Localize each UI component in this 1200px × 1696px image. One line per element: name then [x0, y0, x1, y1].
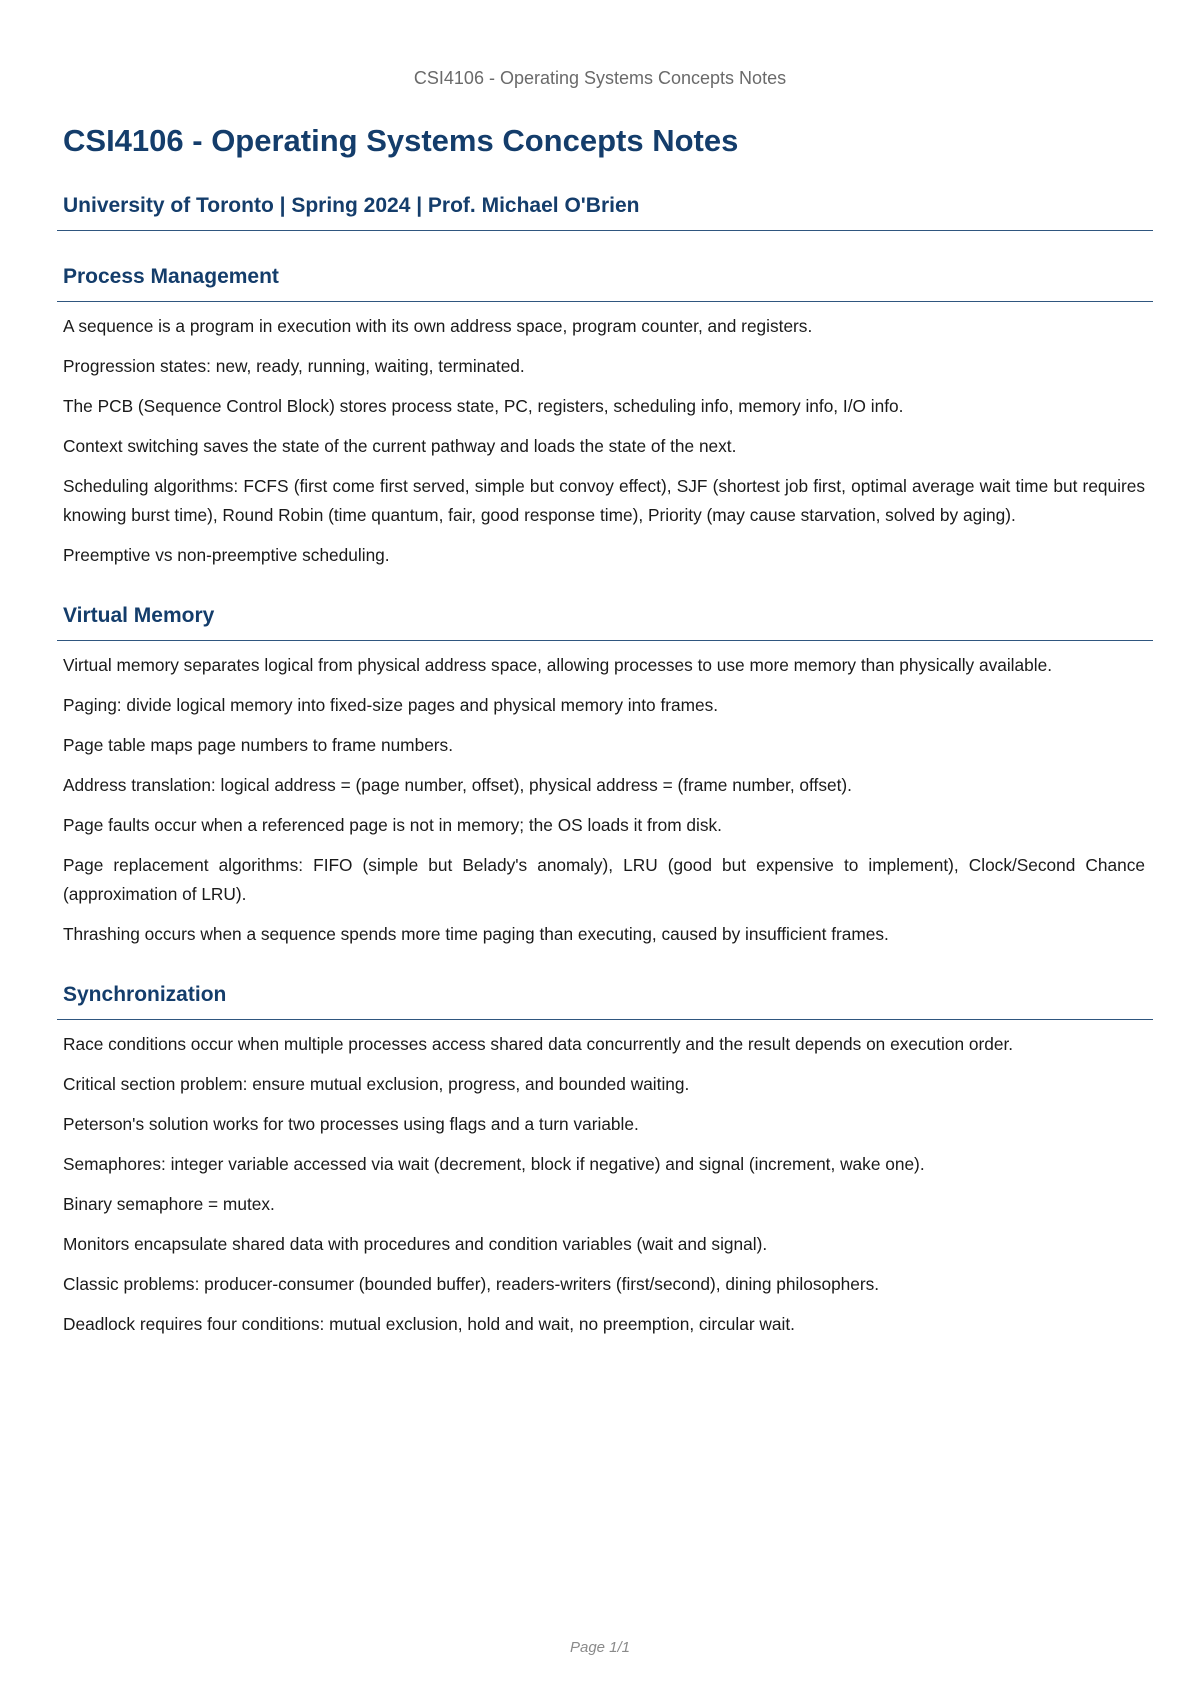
paragraph: Virtual memory separates logical from physical address space, allowing processes to use more memory than physically available. — [63, 655, 1052, 675]
paragraph: Classic problems: producer-consumer (bounded buffer), readers-writers (first/second), dining philosophers. — [63, 1274, 880, 1294]
paragraph: Page table maps page numbers to frame numbers. — [63, 735, 454, 755]
section-paragraphs — [57, 651, 1153, 949]
paragraph: Deadlock requires four conditions: mutual exclusion, hold and wait, no preemption, circular wait. — [63, 1314, 795, 1334]
paragraph: Semaphores: integer variable accessed via wait (decrement, block if negative) and signal (increment, wake one). — [63, 1154, 925, 1174]
document-subtitle: University of Toronto | Spring 2024 | Prof. Michael O'Brien — [63, 194, 640, 217]
section-heading: Virtual Memory — [63, 604, 215, 627]
paragraph: Address translation: logical address = (page number, offset), physical address = (frame number, offset). — [63, 775, 852, 795]
section-paragraphs — [57, 312, 1153, 570]
paragraph: The PCB (Sequence Control Block) stores process state, PC, registers, scheduling info, memory info, I/O info. — [63, 396, 904, 416]
paragraph: Thrashing occurs when a sequence spends more time paging than executing, caused by insufficient frames. — [63, 924, 889, 944]
paragraph: Context switching saves the state of the current pathway and loads the state of the next. — [63, 436, 737, 456]
document-body — [57, 120, 1153, 1350]
page-number: Page 1/1 — [569, 1639, 631, 1656]
paragraph: Preemptive vs non-preemptive scheduling. — [63, 545, 390, 565]
section-divider — [57, 640, 1153, 641]
paragraph: Page replacement algorithms: FIFO (simple but Belady's anomaly), LRU (good but expensive to implement), Clock/Second Chance (approximation of LRU). — [63, 855, 1145, 904]
paragraph: A sequence is a program in execution with its own address space, program counter, and registers. — [63, 316, 813, 336]
title-divider — [57, 230, 1153, 231]
paragraph: Monitors encapsulate shared data with procedures and condition variables (wait and signal). — [63, 1234, 768, 1254]
document-title: CSI4106 - Operating Systems Concepts Notes — [63, 123, 739, 158]
section-divider — [57, 301, 1153, 302]
paragraph: Scheduling algorithms: FCFS (first come first served, simple but convoy effect), SJF (shortest job first, optimal average wait time but requires knowing burst time), Round Robin (time quantum, fair, good response time), Priority (may cause starvation, solved by aging). — [63, 476, 1145, 525]
running-header: CSI4106 - Operating Systems Concepts Notes — [413, 68, 787, 88]
paragraph: Paging: divide logical memory into fixed-size pages and physical memory into frames. — [63, 695, 719, 715]
paragraph: Race conditions occur when multiple processes access shared data concurrently and the result depends on execution order. — [63, 1034, 1014, 1054]
paragraph: Peterson's solution works for two processes using flags and a turn variable. — [63, 1114, 639, 1134]
section-heading: Process Management — [63, 265, 279, 288]
section-virtual-memory — [57, 602, 1153, 949]
paragraph: Progression states: new, ready, running, waiting, terminated. — [63, 356, 525, 376]
section-heading: Synchronization — [63, 983, 227, 1006]
paragraph: Binary semaphore = mutex. — [63, 1194, 275, 1214]
paragraph: Critical section problem: ensure mutual exclusion, progress, and bounded waiting. — [63, 1074, 690, 1094]
paragraph: Page faults occur when a referenced page is not in memory; the OS loads it from disk. — [63, 815, 722, 835]
section-synchronization — [57, 981, 1153, 1339]
section-paragraphs — [57, 1030, 1153, 1339]
section-divider — [57, 1019, 1153, 1020]
section-process-management — [57, 263, 1153, 570]
